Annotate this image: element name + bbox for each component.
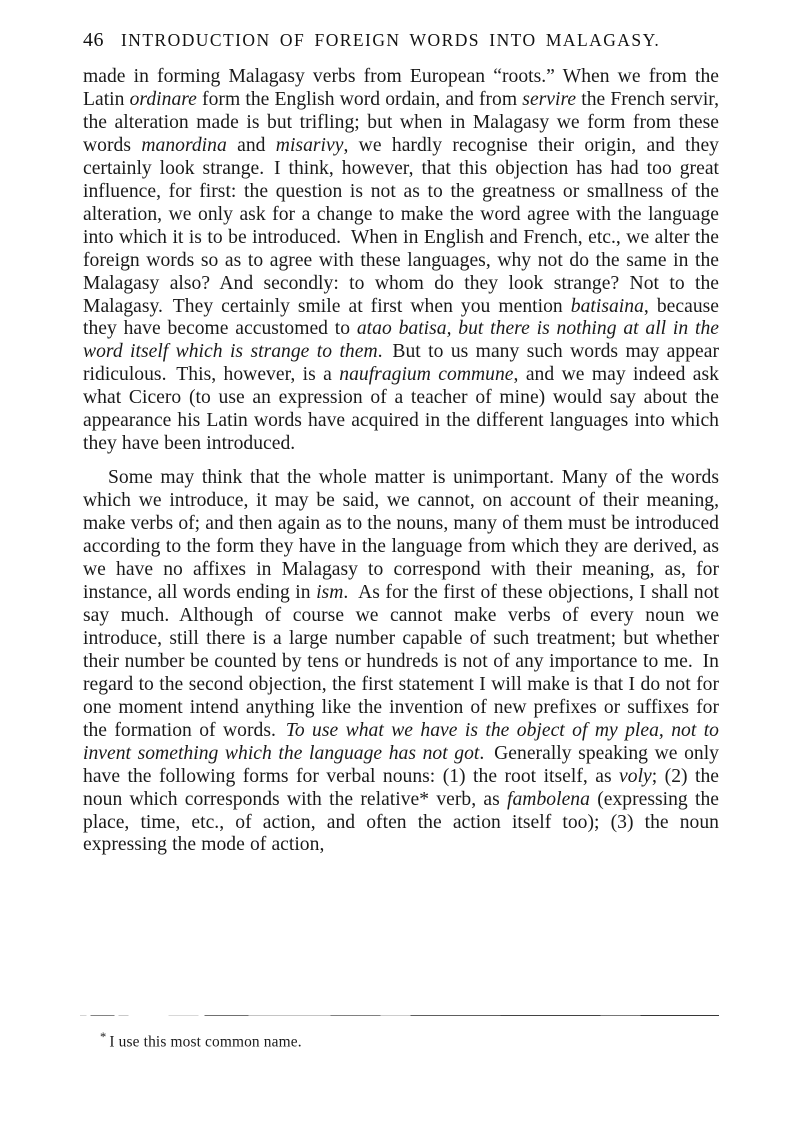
running-head-title: INTRODUCTION OF FOREIGN WORDS INTO MALAGASY. [121, 30, 661, 50]
footnote-marker: * [100, 1030, 107, 1044]
footnote-separator-rule [80, 1014, 719, 1017]
page-number: 46 [83, 29, 104, 51]
footnote-area [80, 1014, 719, 1052]
body-text-block [83, 66, 719, 857]
paragraph-2: Some may think that the whole matter is unimportant. Many of the words which we introduce, it may be said, we cannot, on account of their meaning, make verbs of; and then again as to the nouns, many of them must be introduced according to the form they have in the language from which they are derived, as we have no affixes in Malagasy to correspond with their meaning, as, for instance, all words ending in ism. As for the first of these objections, I shall not say much. Although of course we cannot make verbs of every noun we introduce, still there is a large number capable of such treatment; but whether their number be counted by tens or hundreds is not of any importance to me. In regard to the second objection, the first statement I will make is that I do not for one moment intend anything like the invention of new prefixes or suffixes for the formation of words. To use what we have is the object of my plea, not to invent something which the language has not got. Generally speaking we only have the following forms for verbal nouns: (1) the root itself, as voly; (2) the noun which corresponds with the relative* verb, as fambolena (expressing the place, time, etc., of action, and often the action itself too); (3) the noun expressing the mode of action, [83, 467, 720, 856]
paragraph-1: made in forming Malagasy verbs from European “roots.” When we from the Latin ordinare form the English word ordain, and from servire the French servir, the alteration made is but trifling; but when in Malagasy we form from these words manordina and misarivy, we hardly recognise their origin, and they certainly look strange. I think, however, that this objection has had too great influence, for first: the question is not as to the greatness or smallness of the alteration, we only ask for a change to make the word agree with the language into which it is to be introduced. When in English and French, etc., we alter the foreign words so as to agree with these languages, why not do the same in the Malagasy also? And secondly: to whom do they look strange? Not to the Malagasy. They certainly smile at first when you mention batisaina, because they have become accustomed to atao batisa, but there is nothing at all in the word itself which is strange to them. But to us many such words may appear ridiculous. This, however, is a naufragium commune, and we may indeed ask what Cicero (to use an expression of a teacher of mine) would say about the appearance his Latin words have acquired in the different languages into which they have been introduced. [83, 66, 719, 455]
footnote-entry [100, 1027, 719, 1052]
running-head [83, 27, 720, 57]
footnote-label: I use this most common name. [109, 1033, 302, 1051]
